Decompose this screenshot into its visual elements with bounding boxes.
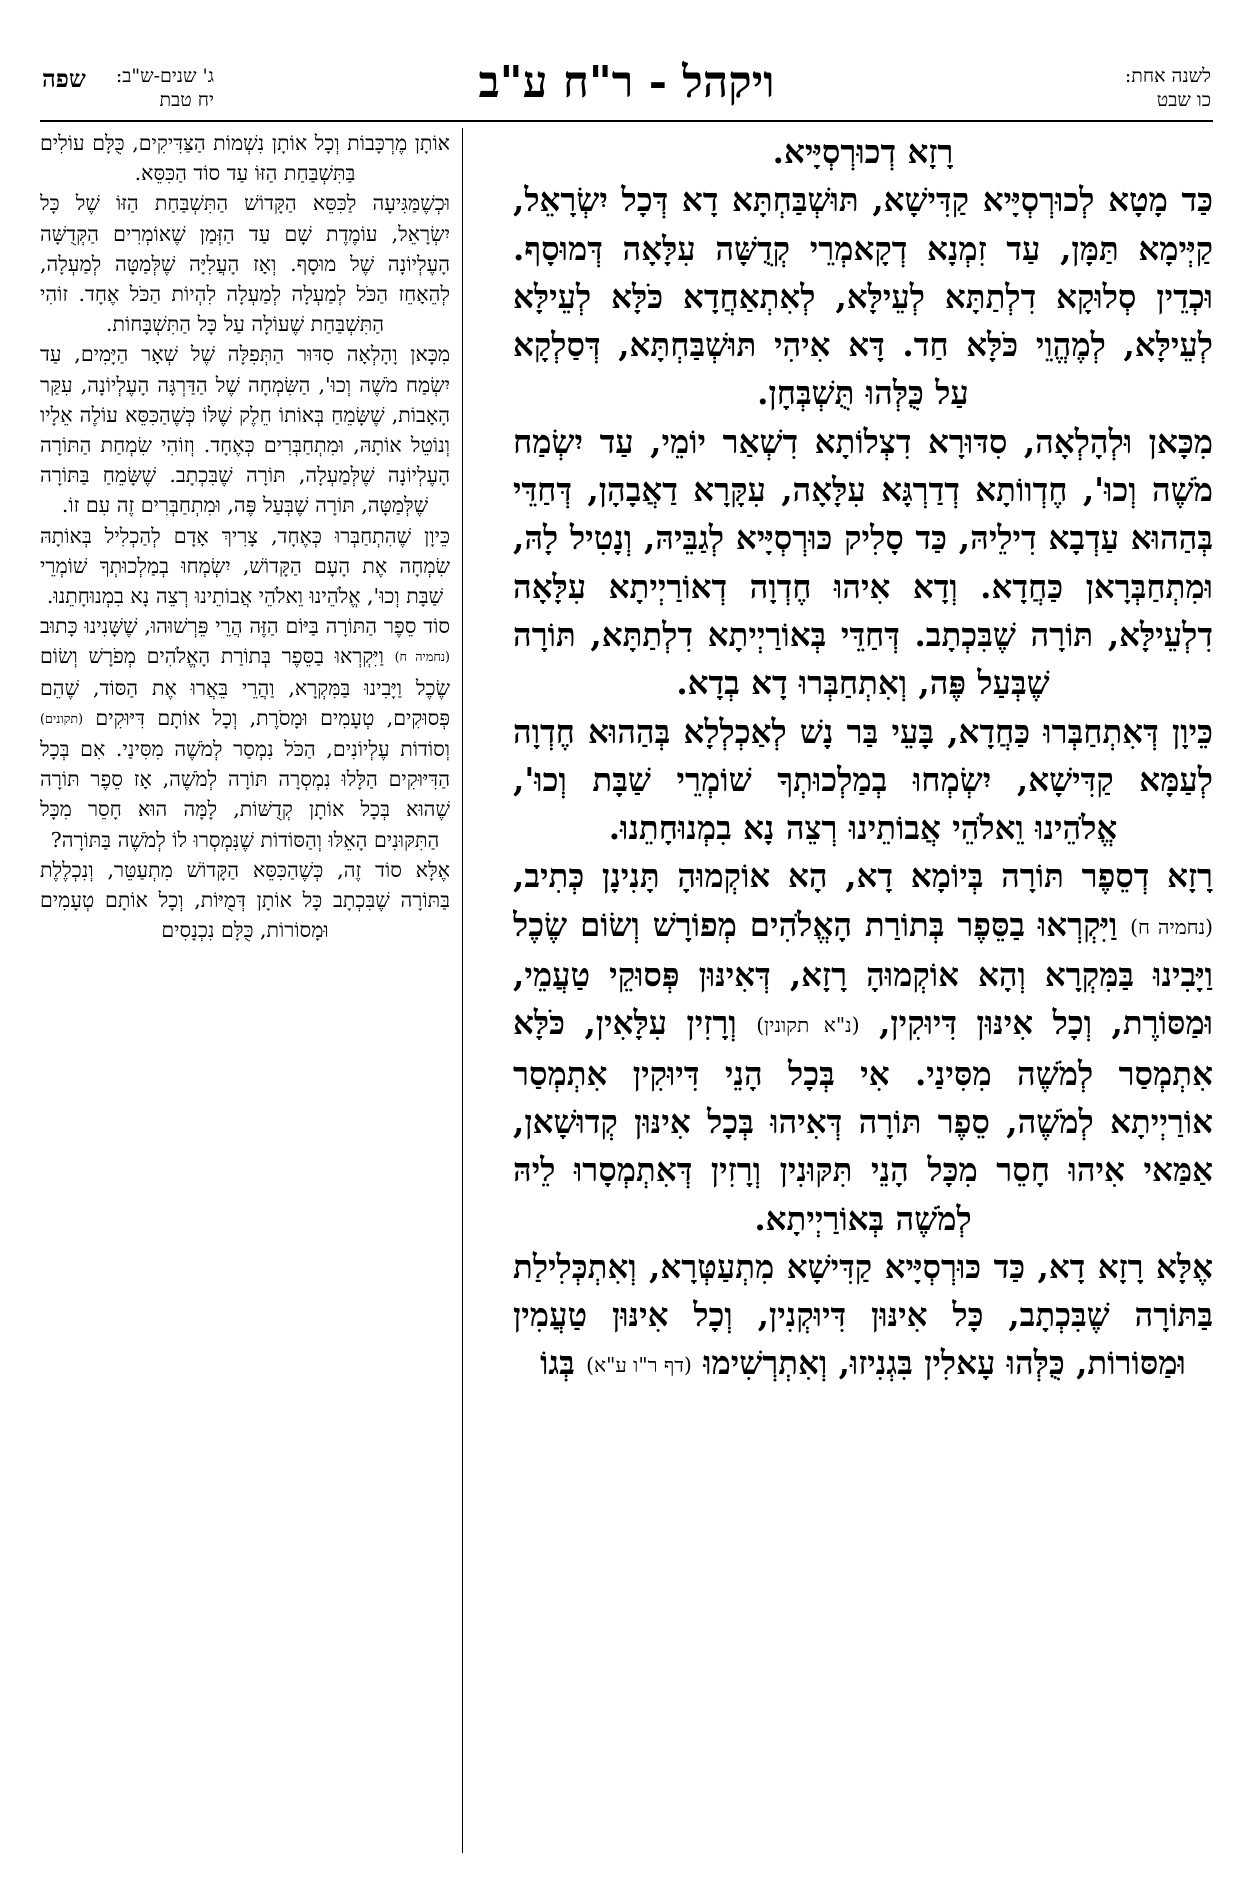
page-number: שפה — [42, 64, 86, 93]
aramaic-text: אֶלָּא רָזָא דָא, כַּד כּוּרְסְיָּיא קַדִּישָׁא מִתְעַטְּרָא, וְאִתְכְּלִילַת בַּתּוֹרָה שֶׁבִּכְתָב, כָּל אִינּוּן דִּיוּקְנִין, וְכָל אִינּוּן טַעֲמִין וּמַסּוֹרוֹת, כֻּלְּהוּ עָאלִין בִּגְנִיזוּ, וְאִתְרְשִׁימוּ — [513, 1246, 1213, 1383]
source-reference: (נחמיה ח) — [394, 649, 450, 665]
column-divider — [462, 128, 463, 1853]
aramaic-paragraph — [513, 1243, 1213, 1390]
aramaic-column — [513, 128, 1213, 1853]
three-year-schedule — [42, 64, 214, 112]
translation-paragraph: אֶלָּא סוֹד זֶה, כְּשֶׁהַכִּסֵּא הַקָּדוֹשׁ מִתְעַטֵּר, וְנִכְלֶלֶת בַּתּוֹרָה שֶׁבִּכְתָב כָּל אוֹתָן דְּמֻיּוֹת, וְכָל אוֹתָם טְעָמִים וּמָסוֹרוֹת, כֻּלָּם נִכְנָסִים — [40, 857, 450, 943]
three-year-label: ג' שנים-ש"ב: — [115, 65, 215, 87]
translation-paragraph: כֵּיוָן שֶׁהִתְחַבְּרוּ כְּאֶחָד, צָרִיךְ אָדָם לְהַכְלִיל בְּאוֹתָהּ שִׂמְחָה אֶת הָעָם הַקָּדוֹשׁ, יִשְׂמְחוּ בְמַלְכוּתְךָ שׁוֹמְרֵי שַׁבָּת וְכוּ', אֱלֹהֵינוּ וֵאלֹהֵי אֲבוֹתֵינוּ רְצֵה נָא בִמְנוּחָתֵנוּ. — [40, 523, 450, 609]
page-header — [40, 30, 1213, 122]
aramaic-paragraph: כֵּיוָן דְּאִתְחַבְּרוּ כַּחֲדָא, בָּעֵי בַּר נָשׁ לְאַכְלְלָא בְּהַהוּא חֶדְוָה לְעַמָּא קַדִּישָׁא, יִשְׂמְחוּ בְמַלְכוּתְךָ שׁוֹמְרֵי שַׁבָּת וְכוּ', אֱלֹהֵינוּ וֵאלֹהֵי אֲבוֹתֵינוּ רְצֵה נָא בִמְנוּחָתֵנוּ. — [513, 711, 1213, 848]
one-year-label: לשנה אחת: — [1124, 65, 1211, 87]
source-reference: (נחמיה ח) — [1130, 914, 1213, 939]
aramaic-paragraph: כַּד מָטָא לְכוּרְסְיָּיא קַדִּישָׁא, תּוּשְׁבַּחְתָּא דָא דְּכָל יִשְׂרָאֵל, קַיְּימָא תַּמָּן, עַד זִמְנָא דְקָאמְרֵי קְדֻשָּׁה עִלָּאָה דְּמוּסָף. וּכְדֵין סְלוּקָא דִלְתַתָּא לְעֵילָּא, לְאִתְאַחֲדָא כֹּלָּא לְעֵילָּא לְעֵילָּא, לְמֶהֱוֵי כֹּלָּא חַד. דָּא אִיהִי תּוּשְׁבַּחְתָּא, דְּסַלְקָא עַל כֻּלְּהוּ תֻּשְׁבְּחָן. — [513, 180, 1213, 413]
translation-text: סוֹד סֵפֶר הַתּוֹרָה בַּיּוֹם הַזֶּה הֲרֵי פֵּרְשׁוּהוּ, שֶׁשָּׁנִינוּ כָּתוּב — [40, 614, 450, 639]
three-year-date: יח טבת — [159, 89, 215, 111]
variant-reading: (תקונים) — [40, 710, 84, 726]
page-title: ויקהל - ר"ח ע"ב — [478, 57, 775, 108]
aramaic-text: בְּגוֹ — [540, 1343, 575, 1383]
aramaic-paragraph — [513, 852, 1213, 1242]
aramaic-text: וְרָזִין עִלָּאִין, כֹּלָּא אִתְמְסַר לְמֹשֶׁה מִסִּינַי. אִי בְּכָל הָנֵי דִּיוּקִין אִתְמְסַר אוֹרַיְיתָא לְמֹשֶׁה, סֵפֶר תּוֹרָה דְּאִיהוּ בְּכָל אִינּוּן קְדוּשָׁאן, אַמַּאי אִיהוּ חָסֵר מִכָּל הָנֵי תִּקּוּנִין וְרָזִין דְּאִתְמְסָרוּ לֵיהּ לְמֹשֶׁה בְּאוֹרַיְיתָא. — [513, 1003, 1213, 1238]
aramaic-heading: רָזָא דְכוּרְסְיָּיא. — [772, 132, 954, 171]
translation-paragraph: אוֹתָן מֶרְכָּבוֹת וְכָל אוֹתָן נִשְׁמוֹת הַצַּדִּיקִים, כֻּלָּם עוֹלִים בַּתִּשְׁבַּחַת הַזּוֹ עַד סוֹד הַכִּסֵּא. — [40, 131, 450, 186]
translation-paragraph: מִכָּאן וָהָלְאָה סִדּוּר הַתְּפִלָּה שֶׁל שְׁאָר הַיָּמִים, עַד יִשְׂמַח מֹשֶׁה וְכוּ', הַשִּׂמְחָה שֶׁל הַדַּרְגָּה הָעֶלְיוֹנָה, עִקַּר הָאָבוֹת, שֶׁשָּׂמֵחַ בְּאוֹתוֹ חֵלֶק שֶׁלּוֹ כְּשֶׁהַכִּסֵּא עוֹלֶה אֵלָיו וְנוֹטֵל אוֹתָהּ, וּמִתְחַבְּרִים כְּאֶחָד. וְזוֹהִי שִׂמְחַת הַתּוֹרָה הָעֶלְיוֹנָה שֶׁלְּמַעְלָה, תּוֹרָה שֶׁבִּכְתָב. שֶׁשָּׂמֵחַ בַּתּוֹרָה שֶׁלְּמַטָּה, תּוֹרָה שֶׁבְּעַל פֶּה, וּמִתְחַבְּרִים זֶה עִם זוֹ. — [40, 342, 450, 518]
translation-column — [40, 128, 450, 1853]
translation-paragraph — [40, 611, 450, 855]
translation-text: וַיִּקְרְאוּ בַסֵּפֶר בְּתוֹרַת הָאֱלֹהִים מְפֹרָשׁ וְשׂוֹם שֶׂכֶל וַיָּבִינוּ בַּמִּקְרָא, וַהֲרֵי בֵּאֲרוּ אֶת הַסּוֹד, שֶׁהֵם פְּסוּקִים, טְעָמִים וּמָסֹרֶת, וְכָל אוֹתָם דִּיּוּקִים — [40, 644, 450, 730]
variant-reading: (נ"א תקונין) — [756, 1013, 860, 1038]
translation-paragraph: וּכְשֶׁמַּגִּיעָה לַכִּסֵּא הַקָּדוֹשׁ הַתִּשְׁבַּחַת הַזּוֹ שֶׁל כָּל יִשְׂרָאֵל, עוֹמֶדֶת שָׁם עַד הַזְּמַן שֶׁאוֹמְרִים הַקְּדֻשָּׁה הָעֶלְיוֹנָה שֶׁל מוּסָף. וְאָז הָעֲלִיָּה שֶׁלְּמַטָּה לְמַעְלָה, לְהֵאָחֵז הַכֹּל לְמַעְלָה לְמַעְלָה לִהְיוֹת הַכֹּל אֶחָד. זוֹהִי הַתִּשְׁבַּחַת שֶׁעוֹלָה עַל כָּל הַתִּשְׁבָּחוֹת. — [40, 191, 450, 337]
aramaic-text: וַיִּקְרְאוּ בַסֵּפֶר בְּתוֹרַת הָאֱלֹהִים מְפוֹרָשׁ וְשׂוֹם שֶׂכֶל וַיָּבִינוּ בַּמִּקְרָא וְהָא אוֹקְמוּהָ רָזָא, דְּאִינּוּן פְּסוּקֵי טַעֲמֵי, וּמַסּוֹרֶת, וְכָל אִינּוּן דִּיוּקִין, — [513, 904, 1213, 1043]
one-year-date: כו שבט — [1156, 89, 1211, 111]
translation-text: וְסוֹדוֹת עֶלְיוֹנִים, הַכֹּל נִמְסַר לְמֹשֶׁה מִסִּינַי. אִם בְּכָל הַדִּיּוּקִים הַלָּלוּ נִמְסְרָה תּוֹרָה לְמֹשֶׁה, אָז סֵפֶר תּוֹרָה שֶׁהוּא בְּכָל אוֹתָן קְדֻשּׁוֹת, לָמָּה הוּא חָסֵר מִכָּל הַתִּקּוּנִים הָאֵלּוּ וְהַסּוֹדוֹת שֶׁנִּמְסְרוּ לוֹ לְמֹשֶׁה בַּתּוֹרָה? — [40, 737, 450, 852]
aramaic-text: רָזָא דְסֵפֶר תּוֹרָה בְּיוֹמָא דָא, הָא אוֹקְמוּהָ תָּנִינָן כְּתִיב, — [513, 856, 1213, 896]
three-year-info — [116, 64, 214, 112]
aramaic-paragraph: מִכָּאן וּלְהָלְאָה, סִדּוּרָא דִצְלוֹתָא דִשְׁאַר יוֹמֵי, עַד יִשְׂמַח מֹשֶׁה וְכוּ', חֶדְווֹתָא דְדַרְגָּא עִלָּאָה, עִקָּרָא דַאֲבָהָן, דְּחַדֵּי בְּהַהוּא עַדְבָא דִילֵיהּ, כַּד סָלִיק כּוּרְסְיָּיא לְגַבֵּיהּ, וְנָטִיל לָהּ, וּמִתְחַבְּרָאן כַּחֲדָא. וְדָא אִיהוּ חֶדְוָה דְאוֹרַיְיתָא עִלָּאָה דִלְעֵילָּא, תּוֹרָה שֶׁבִּכְתָב. דְּחַדֵּי בְּאוֹרַיְיתָא דִלְתַתָּא, תּוֹרָה שֶׁבְּעַל פֶּה, וְאִתְחַבְּרוּ דָא בְדָא. — [513, 421, 1213, 703]
page-reference: (דף ר"ו ע"א) — [586, 1353, 692, 1378]
